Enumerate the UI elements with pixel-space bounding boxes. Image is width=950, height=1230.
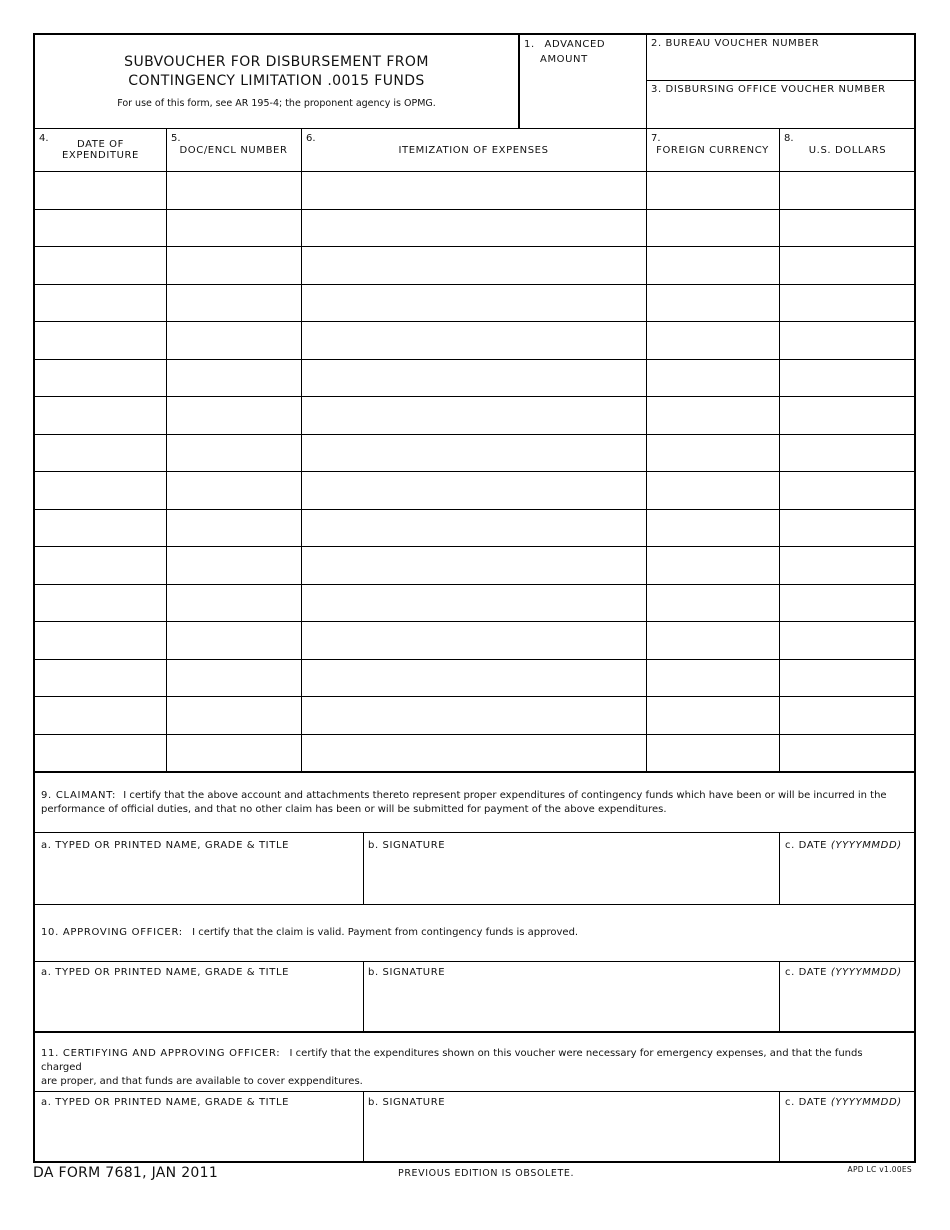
us-dollars-cell[interactable]: [779, 509, 916, 547]
col-foreign-currency-num: 7.: [651, 133, 661, 144]
certifying-date-format: (YYYYMMDD): [830, 1097, 902, 1108]
col-itemization-header: ITEMIZATION OF EXPENSES: [398, 145, 549, 156]
doc-encl-cell[interactable]: [166, 584, 301, 622]
foreign-currency-cell[interactable]: [646, 396, 779, 434]
itemization-cell[interactable]: [301, 209, 646, 247]
approving-statement: [41, 926, 901, 940]
col-us-dollars-header: U.S. DOLLARS: [808, 145, 887, 156]
us-dollars-cell[interactable]: [779, 471, 916, 509]
table-row: [35, 584, 916, 622]
claimant-date-format: (YYYYMMDD): [830, 840, 902, 851]
itemization-cell[interactable]: [301, 396, 646, 434]
date-cell[interactable]: [35, 396, 166, 434]
itemization-cell[interactable]: [301, 734, 646, 772]
date-cell[interactable]: [35, 434, 166, 472]
doc-encl-cell[interactable]: [166, 546, 301, 584]
foreign-currency-cell[interactable]: [646, 209, 779, 247]
doc-encl-cell[interactable]: [166, 171, 301, 209]
col-us-dollars-num: 8.: [784, 133, 794, 144]
foreign-currency-cell[interactable]: [646, 621, 779, 659]
date-cell[interactable]: [35, 584, 166, 622]
form-title: [35, 53, 518, 91]
foreign-currency-cell[interactable]: [646, 321, 779, 359]
certifying-date-field[interactable]: [785, 1097, 913, 1157]
approving-signature-field[interactable]: b. SIGNATURE: [368, 967, 446, 978]
foreign-currency-cell[interactable]: [646, 584, 779, 622]
col-itemization-num: 6.: [306, 133, 316, 144]
us-dollars-cell[interactable]: [779, 584, 916, 622]
itemization-cell[interactable]: [301, 246, 646, 284]
form-subtitle: For use of this form, see AR 195-4; the proponent agency is OPMG.: [117, 98, 436, 109]
us-dollars-cell[interactable]: [779, 246, 916, 284]
approving-date-field[interactable]: [785, 967, 913, 1027]
table-row: [35, 696, 916, 734]
claimant-statement: [41, 789, 901, 817]
foreign-currency-cell[interactable]: [646, 696, 779, 734]
foreign-currency-cell[interactable]: [646, 734, 779, 772]
form-version: APD LC v1.00ES: [847, 1165, 912, 1174]
table-row: [35, 246, 916, 284]
itemization-cell[interactable]: [301, 471, 646, 509]
itemization-cell[interactable]: [301, 321, 646, 359]
table-row: [35, 434, 916, 472]
date-cell[interactable]: [35, 209, 166, 247]
advanced-amount-label-line1: ADVANCED: [544, 39, 606, 50]
us-dollars-cell[interactable]: [779, 359, 916, 397]
col-doc-encl-number-header: DOC/ENCL NUMBER: [179, 145, 288, 156]
certifying-statement: [41, 1047, 901, 1089]
table-row: [35, 546, 916, 584]
approving-date-format: (YYYYMMDD): [830, 967, 902, 978]
table-row: [35, 471, 916, 509]
table-row: [35, 396, 916, 434]
col-foreign-currency-header: FOREIGN CURRENCY: [656, 145, 769, 156]
certifying-heading: 11. CERTIFYING AND APPROVING OFFICER:: [41, 1048, 281, 1059]
itemization-cell[interactable]: [301, 659, 646, 697]
foreign-currency-cell[interactable]: [646, 246, 779, 284]
certifying-name-field[interactable]: a. TYPED OR PRINTED NAME, GRADE & TITLE: [41, 1097, 290, 1108]
doc-encl-cell[interactable]: [166, 509, 301, 547]
claimant-date-field[interactable]: [785, 840, 913, 900]
col-date-of-expenditure-header: [35, 139, 166, 161]
itemization-cell[interactable]: [301, 696, 646, 734]
itemization-cell[interactable]: [301, 621, 646, 659]
col-date-label-line2: EXPENDITURE: [62, 150, 139, 161]
date-cell[interactable]: [35, 284, 166, 322]
us-dollars-cell[interactable]: [779, 696, 916, 734]
claimant-signature-field[interactable]: b. SIGNATURE: [368, 840, 446, 851]
foreign-currency-cell[interactable]: [646, 359, 779, 397]
date-cell[interactable]: [35, 621, 166, 659]
form-title-line2: CONTINGENCY LIMITATION .0015 FUNDS: [128, 73, 425, 89]
form-frame: [33, 33, 916, 1163]
foreign-currency-cell[interactable]: [646, 546, 779, 584]
doc-encl-cell[interactable]: [166, 209, 301, 247]
doc-encl-cell[interactable]: [166, 734, 301, 772]
certifying-text-line1: I certify that the expenditures shown on this voucher were necessary for emergency expenses, and that the funds charged: [41, 1048, 863, 1073]
date-cell[interactable]: [35, 321, 166, 359]
us-dollars-cell[interactable]: [779, 396, 916, 434]
advanced-amount-num: 1.: [524, 39, 535, 50]
disbursing-office-voucher-number-field[interactable]: 3. DISBURSING OFFICE VOUCHER NUMBER: [651, 84, 886, 95]
foreign-currency-cell[interactable]: [646, 284, 779, 322]
us-dollars-cell[interactable]: [779, 659, 916, 697]
advanced-amount-label-line2: AMOUNT: [540, 54, 588, 65]
us-dollars-cell[interactable]: [779, 434, 916, 472]
foreign-currency-cell[interactable]: [646, 434, 779, 472]
date-cell[interactable]: [35, 471, 166, 509]
us-dollars-cell[interactable]: [779, 546, 916, 584]
foreign-currency-cell[interactable]: [646, 659, 779, 697]
table-row: [35, 359, 916, 397]
approving-date-label: c. DATE: [785, 967, 828, 978]
approving-text: I certify that the claim is valid. Payment from contingency funds is approved.: [192, 927, 579, 938]
approving-name-field[interactable]: a. TYPED OR PRINTED NAME, GRADE & TITLE: [41, 967, 290, 978]
approving-heading: 10. APPROVING OFFICER:: [41, 927, 183, 938]
claimant-date-label: c. DATE: [785, 840, 828, 851]
table-row: [35, 659, 916, 697]
date-cell[interactable]: [35, 359, 166, 397]
itemization-cell[interactable]: [301, 434, 646, 472]
us-dollars-cell[interactable]: [779, 284, 916, 322]
col-doc-num: 5.: [171, 133, 181, 144]
claimant-text: I certify that the above account and attachments thereto represent proper expenditures of contingency funds which have been or will be incurred in the performance of official duties, and that no other claim has been or will be submitted for payment of the above expenditures.: [41, 790, 887, 815]
foreign-currency-cell[interactable]: [646, 509, 779, 547]
table-row: [35, 209, 916, 247]
itemization-cell[interactable]: [301, 171, 646, 209]
doc-encl-cell[interactable]: [166, 359, 301, 397]
us-dollars-cell[interactable]: [779, 621, 916, 659]
table-row: [35, 284, 916, 322]
date-cell[interactable]: [35, 171, 166, 209]
certifying-signature-field[interactable]: b. SIGNATURE: [368, 1097, 446, 1108]
edition-note: PREVIOUS EDITION IS OBSOLETE.: [398, 1168, 575, 1179]
date-cell[interactable]: [35, 546, 166, 584]
date-cell[interactable]: [35, 246, 166, 284]
date-cell[interactable]: [35, 696, 166, 734]
us-dollars-cell[interactable]: [779, 734, 916, 772]
itemization-cell[interactable]: [301, 359, 646, 397]
itemization-cell[interactable]: [301, 546, 646, 584]
us-dollars-cell[interactable]: [779, 321, 916, 359]
table-row: [35, 734, 916, 772]
certifying-text-line2: are proper, and that funds are available to cover exppenditures.: [41, 1076, 363, 1087]
date-cell[interactable]: [35, 509, 166, 547]
col-date-num: 4.: [39, 133, 49, 144]
us-dollars-cell[interactable]: [779, 209, 916, 247]
date-cell[interactable]: [35, 734, 166, 772]
certifying-date-label: c. DATE: [785, 1097, 828, 1108]
doc-encl-cell[interactable]: [166, 659, 301, 697]
doc-encl-cell[interactable]: [166, 246, 301, 284]
form-title-line1: SUBVOUCHER FOR DISBURSEMENT FROM: [124, 54, 429, 70]
doc-encl-cell[interactable]: [166, 284, 301, 322]
itemization-cell[interactable]: [301, 284, 646, 322]
us-dollars-cell[interactable]: [779, 171, 916, 209]
doc-encl-cell[interactable]: [166, 434, 301, 472]
form-id: DA FORM 7681, JAN 2011: [33, 1165, 219, 1181]
doc-encl-cell[interactable]: [166, 696, 301, 734]
itemization-cell[interactable]: [301, 584, 646, 622]
foreign-currency-cell[interactable]: [646, 171, 779, 209]
bureau-voucher-number-field[interactable]: 2. BUREAU VOUCHER NUMBER: [651, 38, 820, 49]
itemization-cell[interactable]: [301, 509, 646, 547]
claimant-name-field[interactable]: a. TYPED OR PRINTED NAME, GRADE & TITLE: [41, 840, 290, 851]
doc-encl-cell[interactable]: [166, 471, 301, 509]
table-row: [35, 171, 916, 209]
doc-encl-cell[interactable]: [166, 621, 301, 659]
date-cell[interactable]: [35, 659, 166, 697]
table-row: [35, 621, 916, 659]
doc-encl-cell[interactable]: [166, 396, 301, 434]
col-date-label-line1: DATE OF: [76, 139, 125, 150]
advanced-amount-field[interactable]: [524, 39, 644, 127]
foreign-currency-cell[interactable]: [646, 471, 779, 509]
doc-encl-cell[interactable]: [166, 321, 301, 359]
table-row: [35, 321, 916, 359]
table-row: [35, 509, 916, 547]
claimant-heading: 9. CLAIMANT:: [41, 790, 117, 801]
